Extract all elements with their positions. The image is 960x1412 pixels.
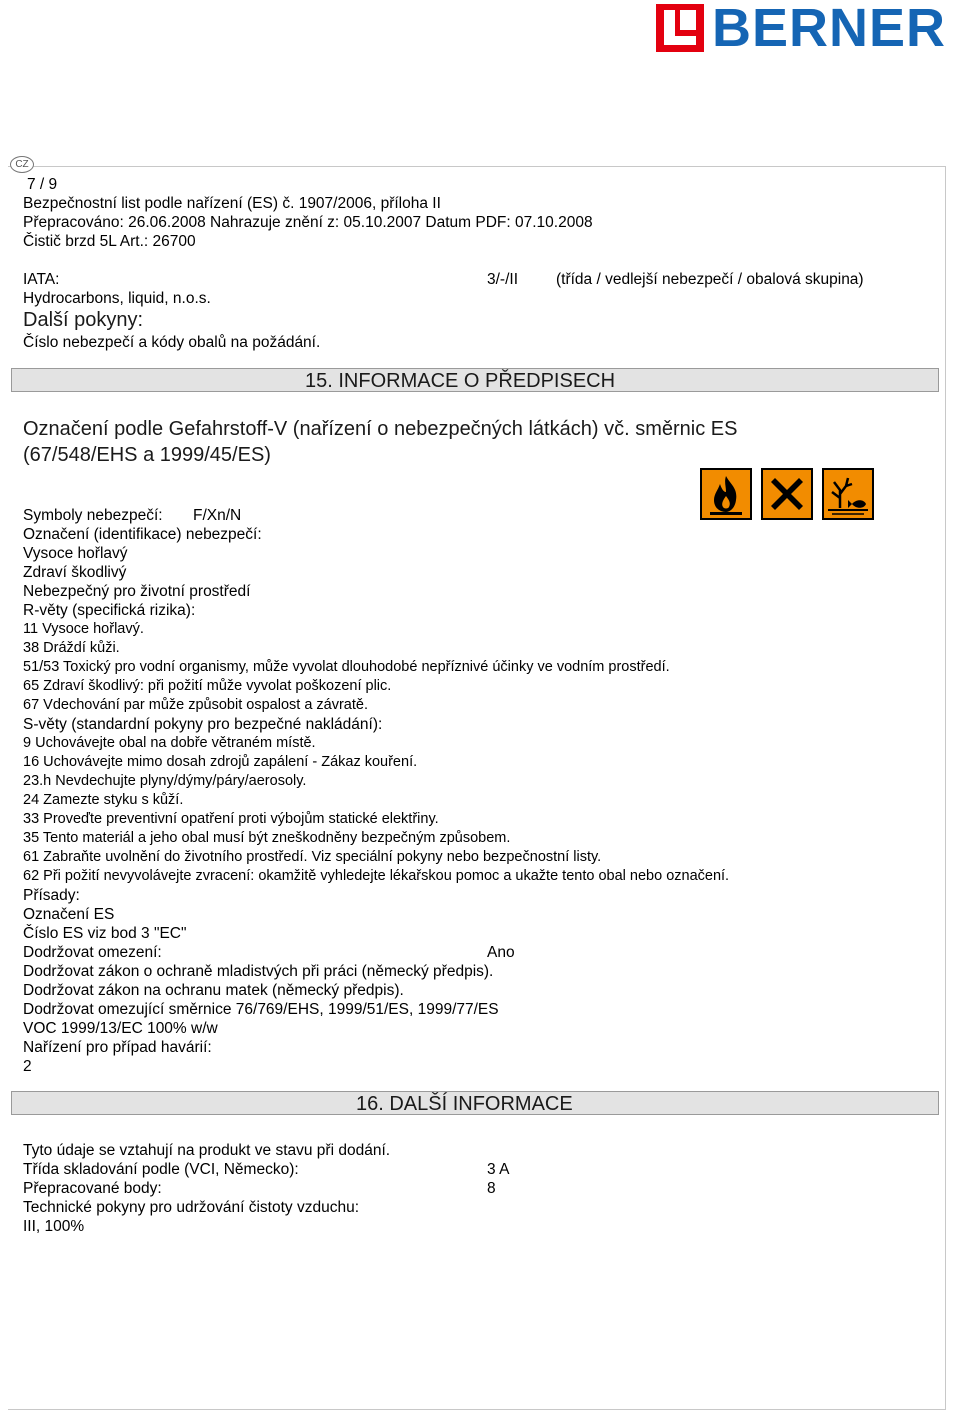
accident-label: Nařízení pro případ havárií: xyxy=(23,1039,212,1056)
s-phrase: 24 Zamezte styku s kůží. xyxy=(23,792,184,808)
flame-icon xyxy=(700,468,752,520)
hazard-symbols-value: F/Xn/N xyxy=(193,507,242,524)
page-number: 7 / 9 xyxy=(27,176,58,193)
berner-logo xyxy=(656,0,960,58)
s-phrase: 33 Proveďte preventivní opatření proti výbojům statické elektřiny. xyxy=(23,811,439,827)
cross-icon xyxy=(761,468,813,520)
ingredients-label: Přísady: xyxy=(23,887,80,904)
text-line: Označení (identifikace) nebezpečí: xyxy=(23,526,262,543)
accident-value: 2 xyxy=(23,1058,32,1075)
section-16-bar xyxy=(11,1091,939,1115)
air-instructions-label: Technické pokyny pro udržování čistoty vzduchu: xyxy=(23,1199,360,1216)
air-instructions-value: III, 100% xyxy=(23,1218,85,1235)
iata-value: 3/-/II xyxy=(487,271,519,288)
section-16-intro: Tyto údaje se vztahují na produkt ve stavu při dodání. xyxy=(23,1142,391,1159)
s-phrase: 9 Uchovávejte obal na dobře větraném místě. xyxy=(23,735,316,751)
r-phrase: 65 Zdraví škodlivý: při požití může vyvolat poškození plic. xyxy=(23,678,392,694)
section-16-title: 16. DALŠÍ INFORMACE xyxy=(356,1093,573,1115)
text-line: Vysoce hořlavý xyxy=(23,545,128,562)
revised-points-value: 8 xyxy=(487,1180,496,1197)
section-15-title: 15. INFORMACE O PŘEDPISECH xyxy=(305,370,616,392)
further-info-title: Další pokyny: xyxy=(23,309,144,331)
s-phrase: 16 Uchovávejte mimo dosah zdrojů zapálení - Zákaz kouření. xyxy=(23,754,418,770)
maternity-law: Dodržovat zákon na ochranu matek (německý předpis). xyxy=(23,982,404,999)
dead-tree-fish-icon xyxy=(822,468,874,520)
r-phrase: 11 Vysoce hořlavý. xyxy=(23,621,144,637)
section-15-subtitle-line2: (67/548/EHS a 1999/45/ES) xyxy=(23,444,271,466)
r-phrase: 67 Vdechování par může způsobit ospalost a závratě. xyxy=(23,697,368,713)
section-15-subtitle-line1: Označení podle Gefahrstoff-V (nařízení o nebezpečných látkách) vč. směrnic ES xyxy=(23,418,738,440)
text-line: R-věty (specifická rizika): xyxy=(23,602,196,619)
text-line: S-věty (standardní pokyny pro bezpečné nakládání): xyxy=(23,716,383,733)
text-line: Nebezpečný pro životní prostředí xyxy=(23,583,251,600)
shipping-name: Hydrocarbons, liquid, n.o.s. xyxy=(23,290,211,307)
s-phrase: 62 Při požití nevyvolávejte zvracení: okamžitě vyhledejte lékařskou pomoc a ukažte tento obal nebo označení. xyxy=(23,868,730,884)
berner-logo-text: BERNER xyxy=(712,0,947,58)
s-phrase: 23.h Nevdechujte plyny/dýmy/páry/aerosoly. xyxy=(23,773,307,789)
directives: Dodržovat omezující směrnice 76/769/EHS, 1999/51/ES, 1999/77/ES xyxy=(23,1001,499,1018)
section-15-bar xyxy=(11,368,939,392)
iata-description: (třída / vedlejší nebezpečí / obalová skupina) xyxy=(556,271,864,288)
storage-class-label: Třída skladování podle (VCI, Německo): xyxy=(23,1161,299,1178)
revision-info: Přepracováno: 26.06.2008 Nahrazuje znění z: 05.10.2007 Datum PDF: 07.10.2008 xyxy=(23,214,593,231)
country-badge: CZ xyxy=(10,156,34,173)
youth-law: Dodržovat zákon o ochraně mladistvých při práci (německý předpis). xyxy=(23,963,494,980)
hazard-symbols-label: Symboly nebezpečí: xyxy=(23,507,163,524)
es-marking: Označení ES xyxy=(23,906,115,923)
voc: VOC 1999/13/EC 100% w/w xyxy=(23,1020,218,1037)
r-phrase: 38 Dráždí kůži. xyxy=(23,640,120,656)
storage-class-value: 3 A xyxy=(487,1161,510,1178)
product-info: Čistič brzd 5L Art.: 26700 xyxy=(23,233,196,250)
iata-label: IATA: xyxy=(23,271,60,288)
revised-points-label: Přepracované body: xyxy=(23,1180,162,1197)
restrictions-value: Ano xyxy=(487,944,515,961)
document-title: Bezpečnostní list podle nařízení (ES) č. 1907/2006, příloha II xyxy=(23,195,441,212)
es-number: Číslo ES viz bod 3 "EC" xyxy=(23,925,187,942)
further-info-text: Číslo nebezpečí a kódy obalů na požádání. xyxy=(23,334,321,351)
berner-logo-mark-icon xyxy=(656,4,704,52)
text-line: Zdraví škodlivý xyxy=(23,564,127,581)
s-phrase: 35 Tento materiál a jeho obal musí být zneškodněny bezpečným způsobem. xyxy=(23,830,511,846)
r-phrase: 51/53 Toxický pro vodní organismy, může vyvolat dlouhodobé nepříznivé účinky ve vodním prostředí. xyxy=(23,659,670,675)
s-phrase: 61 Zabraňte uvolnění do životního prostředí. Viz speciální pokyny nebo bezpečnostní listy. xyxy=(23,849,602,865)
restrictions-label: Dodržovat omezení: xyxy=(23,944,162,961)
